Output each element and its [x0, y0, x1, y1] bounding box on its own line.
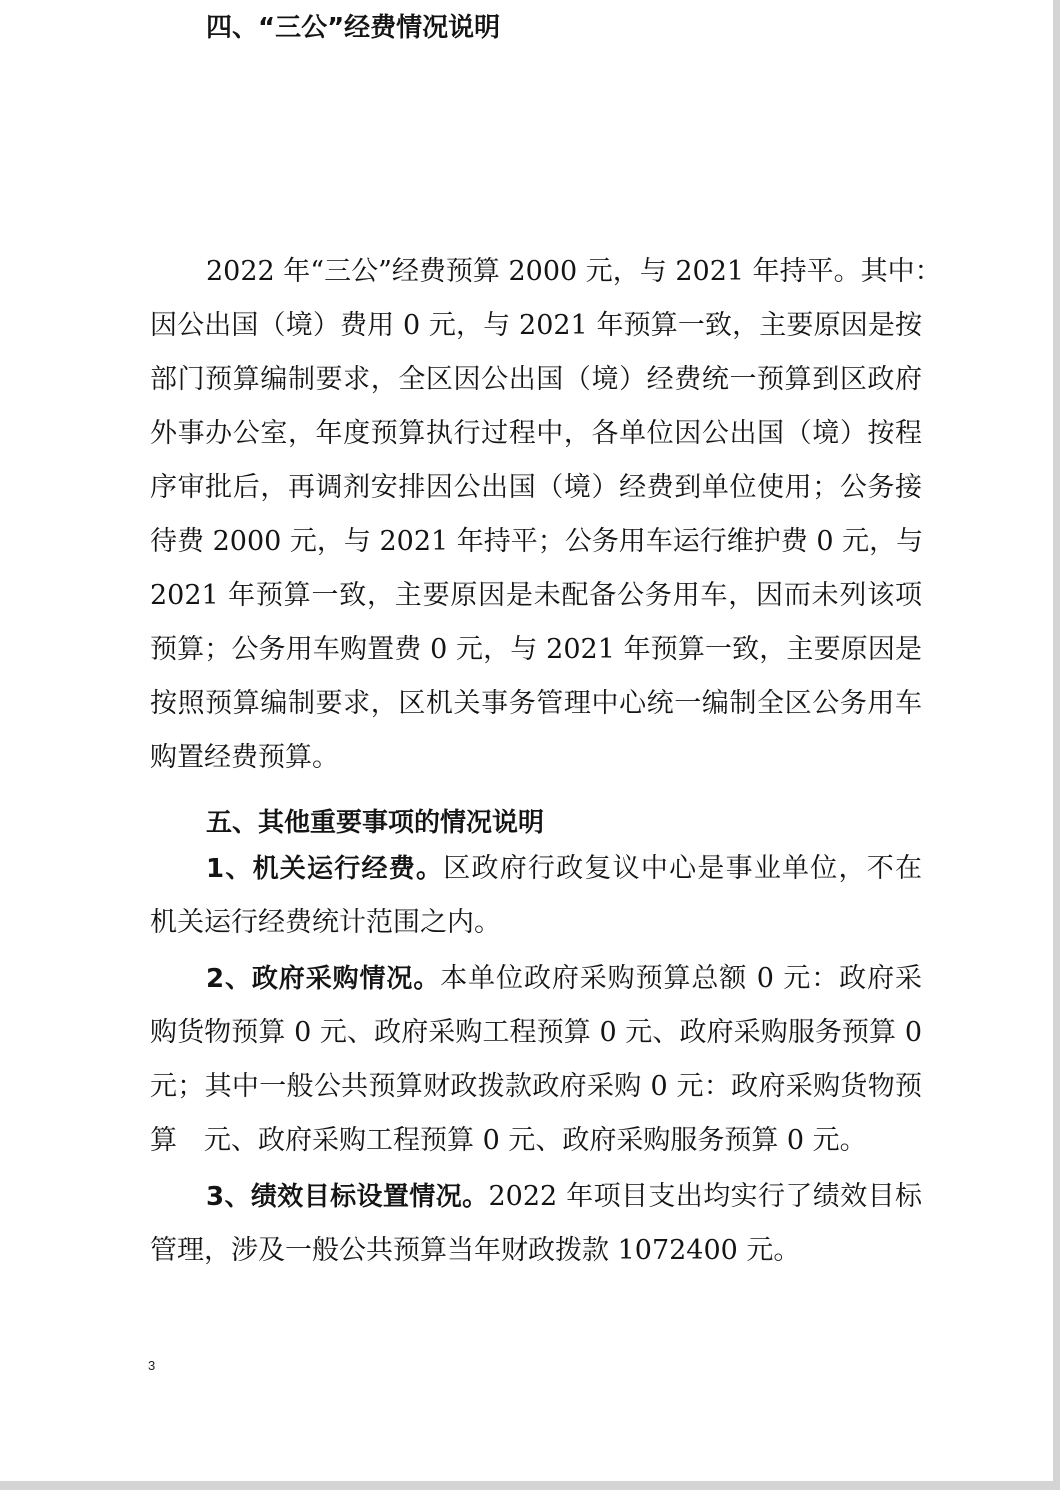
item2-line-2: 购货物预算 0 元、政府采购工程预算 0 元、政府采购服务预算 0	[150, 1017, 922, 1048]
section5-heading: 五、其他重要事项的情况说明	[206, 808, 545, 838]
item3-line-2: 管理，涉及一般公共预算当年财政拨款 1072400 元。	[150, 1235, 801, 1266]
section4-line-2: 因公出国（境）费用 0 元，与 2021 年预算一致，主要原因是按	[150, 310, 922, 341]
item2-line-4: 算 元、政府采购工程预算 0 元、政府采购服务预算 0 元。	[150, 1125, 867, 1156]
section4-line-3: 部门预算编制要求，全区因公出国（境）经费统一预算到区政府	[150, 364, 922, 395]
item2-first-line	[206, 952, 922, 1006]
item3-first-text: 2022 年项目支出均实行了绩效目标	[488, 1181, 922, 1212]
section4-line-1: 2022 年“三公”经费预算 2000 元，与 2021 年持平。其中：	[206, 256, 942, 287]
section4-line-4: 外事办公室，年度预算执行过程中，各单位因公出国（境）按程	[150, 418, 922, 449]
item1-first-line	[206, 842, 922, 896]
section4-heading: 四、“三公”经费情况说明	[206, 13, 501, 43]
item1-first-text: 区政府行政复议中心是事业单位，不在	[443, 853, 922, 884]
section4-line-8: 预算；公务用车购置费 0 元，与 2021 年预算一致，主要原因是	[150, 634, 922, 665]
section4-line-9: 按照预算编制要求，区机关事务管理中心统一编制全区公务用车	[150, 688, 922, 719]
item1-label: 1、机关运行经费。	[206, 854, 444, 884]
item3-first-line	[206, 1170, 922, 1224]
section4-line-5: 序审批后，再调剂安排因公出国（境）经费到单位使用；公务接	[150, 472, 922, 503]
item1-line-2: 机关运行经费统计范围之内。	[150, 907, 501, 938]
section4-line-6: 待费 2000 元，与 2021 年持平；公务用车运行维护费 0 元，与	[150, 526, 924, 557]
item2-first-text: 本单位政府采购预算总额 0 元：政府采	[440, 963, 922, 994]
page-number: 3	[148, 1358, 156, 1373]
section4-line-7: 2021 年预算一致，主要原因是未配备公务用车，因而未列该项	[150, 580, 922, 611]
section4-line-10: 购置经费预算。	[150, 742, 339, 773]
item2-line-3: 元；其中一般公共预算财政拨款政府采购 0 元：政府采购货物预	[150, 1071, 922, 1102]
item3-label: 3、绩效目标设置情况。	[206, 1182, 489, 1212]
item2-label: 2、政府采购情况。	[206, 964, 441, 994]
